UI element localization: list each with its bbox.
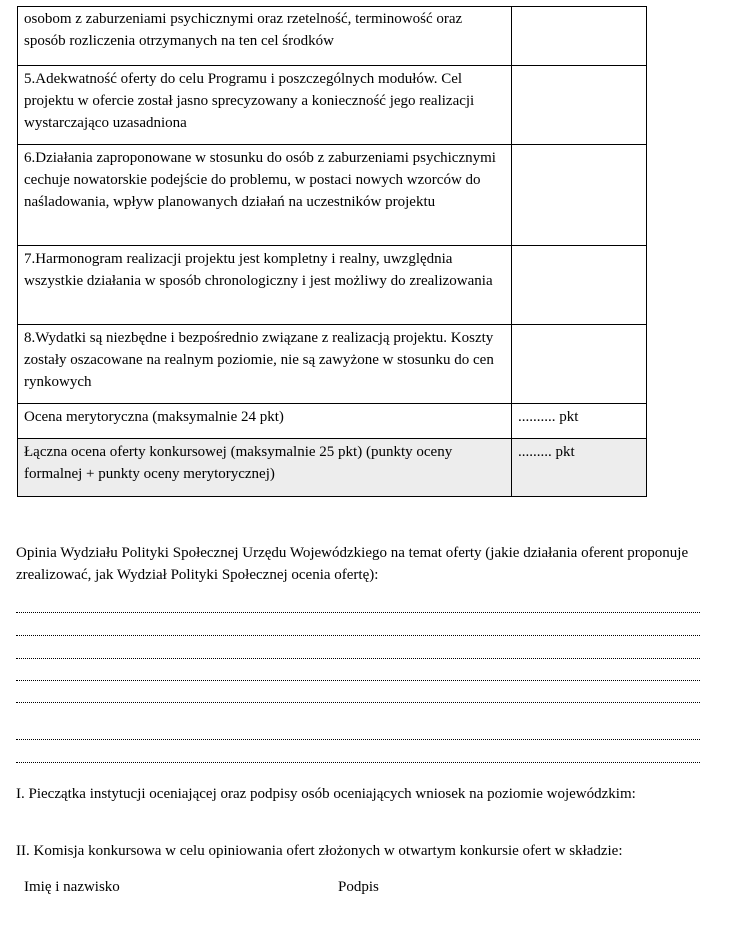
section-2-text: II. Komisja konkursowa w celu opiniowania ofert złożonych w otwartym konkursie ofert w składzie: bbox=[16, 843, 623, 859]
total-score-label: Łączna ocena oferty konkursowej (maksymalnie 25 pkt) (punkty oceny formalnej + punkty oceny merytorycznej) bbox=[18, 439, 512, 497]
table-row bbox=[18, 145, 647, 246]
merit-score-value[interactable]: .......... pkt bbox=[512, 404, 647, 439]
opinion-line[interactable] bbox=[16, 679, 700, 681]
opinion-line[interactable] bbox=[16, 634, 700, 636]
table-row bbox=[18, 325, 647, 404]
section-1-text: I. Pieczątka instytucji oceniającej oraz podpisy osób oceniających wniosek na poziomie wojewódzkim: bbox=[16, 786, 636, 802]
score-cell[interactable] bbox=[512, 145, 647, 246]
table-row bbox=[18, 66, 647, 145]
signature-column-label: Podpis bbox=[338, 879, 379, 895]
table-row bbox=[18, 7, 647, 66]
criterion-text: 7.Harmonogram realizacji projektu jest kompletny i realny, uwzględnia wszystkie działania w sposób chronologiczny i jest możliwy do zrealizowania bbox=[18, 246, 512, 325]
score-cell[interactable] bbox=[512, 7, 647, 66]
name-column-label: Imię i nazwisko bbox=[24, 879, 120, 895]
table-row bbox=[18, 246, 647, 325]
score-cell[interactable] bbox=[512, 66, 647, 145]
criterion-text: osobom z zaburzeniami psychicznymi oraz rzetelność, terminowość oraz sposób rozliczenia otrzymanych na ten cel środków bbox=[18, 7, 512, 66]
score-cell[interactable] bbox=[512, 246, 647, 325]
criterion-text: 6.Działania zaproponowane w stosunku do osób z zaburzeniami psychicznymi cechuje nowatorskie podejście do problemu, w postaci nowych wzorców do naśladowania, wpływ planowanych działań na uczestników projektu bbox=[18, 145, 512, 246]
criterion-text: 5.Adekwatność oferty do celu Programu i poszczególnych modułów. Cel projektu w ofercie został jasno sprecyzowany a konieczność jego realizacji wystarczająco uzasadniona bbox=[18, 66, 512, 145]
merit-score-label: Ocena merytoryczna (maksymalnie 24 pkt) bbox=[18, 404, 512, 439]
evaluation-table bbox=[17, 6, 647, 497]
table-row-merit-score bbox=[18, 404, 647, 439]
opinion-line[interactable] bbox=[16, 701, 700, 703]
table-row-total-score bbox=[18, 439, 647, 497]
total-score-value[interactable]: ......... pkt bbox=[512, 439, 647, 497]
opinion-line[interactable] bbox=[16, 611, 700, 613]
opinion-line[interactable] bbox=[16, 761, 700, 763]
opinion-line[interactable] bbox=[16, 657, 700, 659]
criterion-text: 8.Wydatki są niezbędne i bezpośrednio związane z realizacją projektu. Koszty zostały oszacowane na realnym poziomie, nie są zawyżone w stosunku do cen rynkowych bbox=[18, 325, 512, 404]
score-cell[interactable] bbox=[512, 325, 647, 404]
opinion-prompt: Opinia Wydziału Polityki Społecznej Urzędu Wojewódzkiego na temat oferty (jakie działania oferent proponuje zrealizować, jak Wydział Polityki Społecznej ocenia ofertę): bbox=[16, 545, 689, 583]
opinion-line[interactable] bbox=[16, 738, 700, 740]
